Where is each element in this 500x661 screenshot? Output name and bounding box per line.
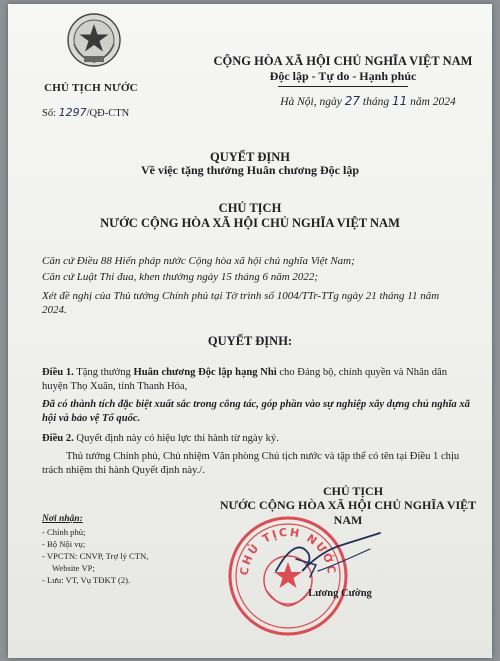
doc-number-suffix: /QĐ-CTN: [86, 108, 130, 119]
recipient-item: Website VP;: [52, 563, 95, 573]
recipient-item: - Chính phủ;: [42, 527, 86, 537]
article-1-label: Điều 1.: [42, 367, 74, 378]
doc-number-handwritten: 1297: [58, 106, 87, 119]
article-1: [42, 366, 470, 394]
article-1-text-end: cho Đảng bộ, chính quyền và Nhân dân huyện Thọ Xuân, tỉnh Thanh Hóa,: [42, 367, 448, 392]
document-number: [42, 106, 129, 119]
decision-document: [8, 4, 492, 658]
basis-proposal: Xét đề nghị của Thủ tướng Chính phủ tại Tờ trình số 1004/TTr-TTg ngày 21 tháng 11 năm 2024.: [42, 290, 440, 316]
basis-law: Căn cứ Luật Thi đua, khen thưởng ngày 15 tháng 6 năm 2022;: [42, 271, 319, 283]
national-motto: Độc lập - Tự do - Hạnh phúc: [269, 69, 417, 83]
date-month-handwritten: 11: [391, 94, 408, 108]
article-2: [42, 432, 470, 446]
article-2-text: Quyết định này có hiệu lực thi hành từ ngày ký.: [73, 433, 279, 444]
decision-subject: Về việc tặng thưởng Huân chương Độc lập: [140, 163, 360, 177]
recipient-item: - Lưu: VT, Vụ TĐKT (2).: [42, 575, 131, 585]
signer-name: Lương Cường: [308, 588, 372, 599]
date-place: Hà Nội, ngày: [280, 96, 345, 108]
recipient-item: - Bộ Nội vụ;: [42, 539, 86, 549]
authority-line-2: NƯỚC CỘNG HÒA XÃ HỘI CHỦ NGHĨA VIỆT NAM: [100, 216, 400, 230]
closing-clause: Thủ tướng Chính phủ, Chủ nhiệm Văn phòng Chủ tịch nước và tập thể có tên tại Điều 1 chịu trách nhiệm thi hành Quyết định này./.: [42, 451, 460, 476]
motto-underline: [278, 86, 408, 87]
recipients-list: [42, 526, 202, 586]
signature-title: CHỦ TỊCH: [322, 484, 384, 498]
date-year: năm 2024: [407, 96, 456, 108]
signature-nation: NƯỚC CỘNG HÒA XÃ HỘI CHỦ NGHĨA VIỆT NAM: [219, 498, 477, 527]
issuer-title: CHỦ TỊCH NƯỚC: [44, 82, 138, 94]
recipient-item: - VPCTN: CNVP, Trợ lý CTN,: [42, 551, 149, 561]
article-1-merit: Đã có thành tích đặc biệt xuất sắc trong công tác, góp phần vào sự nghiệp xây dựng chủ nghĩa xã hội và bảo vệ Tổ quốc.: [42, 399, 470, 424]
basis-constitution: Căn cứ Điều 88 Hiến pháp nước Cộng hòa xã hội chủ nghĩa Việt Nam;: [42, 255, 355, 267]
national-title: CỘNG HÒA XÃ HỘI CHỦ NGHĨA VIỆT NAM: [213, 54, 473, 68]
stamp-text: CHỦ TỊCH NƯỚC: [237, 525, 339, 577]
decision-title: QUYẾT ĐỊNH: [210, 150, 290, 164]
decision-heading: QUYẾT ĐỊNH:: [207, 334, 293, 348]
article-1-text-start: Tặng thưởng: [73, 367, 134, 378]
date-day-handwritten: 27: [344, 94, 360, 108]
article-2-label: Điều 2.: [42, 433, 74, 444]
national-emblem-icon: [66, 12, 122, 68]
date-line: [248, 94, 488, 108]
handwritten-signature: [258, 519, 388, 594]
article-1-award: Huân chương Độc lập hạng Nhì: [133, 367, 277, 378]
authority-line-1: CHỦ TỊCH: [218, 201, 282, 215]
doc-number-prefix: Số:: [42, 108, 59, 119]
recipients-heading: Nơi nhận:: [42, 514, 83, 524]
date-month-label: tháng: [360, 96, 392, 108]
